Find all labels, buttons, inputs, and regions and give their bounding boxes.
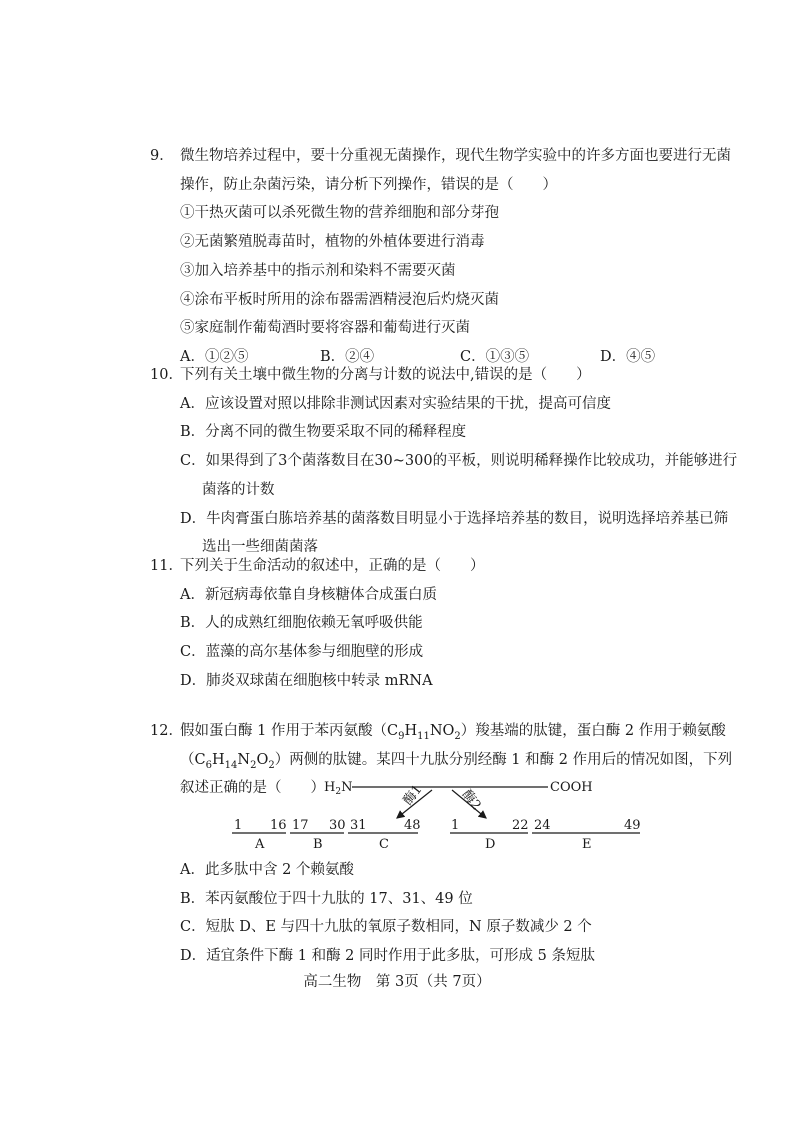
- page-footer: 高二生物 第 3页（共 7页）: [303, 974, 491, 990]
- question-12-options: [150, 856, 740, 971]
- fragment-number: 1: [451, 818, 460, 833]
- question-11-option-d: D．肺炎双球菌在细胞核中转录 mRNA: [180, 672, 433, 689]
- question-11-stem: 11．下列关于生命活动的叙述中，正确的是（ ）: [150, 558, 485, 574]
- fragment-a-label: A: [255, 837, 265, 852]
- peptide-diagram-svg: [224, 776, 644, 856]
- fragment-e-label: E: [582, 837, 592, 852]
- question-9-choice-d: D．④⑤: [600, 348, 656, 365]
- question-12-option-b: B．苯丙氨酸位于四十九肽的 17、31、49 位: [180, 890, 473, 907]
- fragment-d-label: D: [485, 837, 496, 852]
- h2n-label: $H_2N$: [324, 780, 353, 797]
- enzyme-2-label: 酶2: [458, 787, 484, 814]
- question-10-option-b: B．分离不同的微生物要采取不同的稀释程度: [180, 424, 467, 441]
- fragment-number: 31: [350, 818, 367, 833]
- question-9-item-3: ③加入培养基中的指示剂和染料不需要灭菌: [180, 262, 456, 279]
- question-9-item-2: ②无菌繁殖脱毒苗时，植物的外植体要进行消毒: [180, 234, 485, 251]
- fragment-b-label: B: [313, 837, 323, 852]
- question-12-option-c: C．短肽 D、E 与四十九肽的氧原子数相同，N 原子数减少 2 个: [180, 919, 592, 936]
- question-10-option-d: D．牛肉膏蛋白胨培养基的菌落数目明显小于选择培养基的数目，说明选择培养基已筛选出一些细菌菌落: [180, 510, 729, 556]
- fragment-number: 1: [234, 818, 243, 833]
- fragment-number: 22: [512, 818, 529, 833]
- question-10-option-c: C．如果得到了3个菌落数目在30~300的平板，则说明稀释操作比较成功，并能够进行菌落的计数: [180, 453, 738, 498]
- question-9-stem: 9． 微生物培养过程中，要十分重视无菌操作，现代生物学实验中的许多方面也要进行无菌操作，防止杂菌污染，请分析下列操作，错误的是（ ）: [150, 148, 731, 193]
- question-10-option-a: A．应该设置对照以排除非测试因素对实验结果的干扰，提高可信度: [180, 395, 611, 412]
- peptide-diagram: [224, 776, 644, 856]
- question-11-option-a: A．新冠病毒依靠自身核糖体合成蛋白质: [180, 586, 437, 603]
- question-12-stem: 12．假如蛋白酶 1 作用于苯丙氨酸$(C_9H_{11}NO_2)$羧基端的肽键，蛋白酶 2 作用于赖氨酸$(C_6H_{14}N_2O_2)$两侧的肽键。某四十九肽分别经酶 1 和酶 2 作用后的情况如图，下列叙述正确的是（ ）: [150, 723, 733, 797]
- question-9-choice-a: A．①②⑤: [180, 348, 249, 365]
- question-9-choice-c: C．①③⑤: [460, 348, 530, 365]
- question-9-item-5: ⑤家庭制作葡萄酒时要将容器和葡萄进行灭菌: [180, 320, 470, 337]
- question-9-item-1: ①干热灭菌可以杀死微生物的营养细胞和部分芽孢: [180, 205, 499, 222]
- question-11-option-b: B．人的成熟红细胞依赖无氧呼吸供能: [180, 615, 423, 632]
- question-10-stem: 10．下列有关土壤中微生物的分离与计数的说法中,错误的是（ ）: [150, 367, 591, 383]
- fragment-number: 30: [329, 818, 346, 833]
- fragment-c-label: C: [379, 837, 389, 852]
- question-11-option-c: C．蓝藻的高尔基体参与细胞壁的形成: [180, 644, 424, 661]
- enzyme-1-label: 酶1: [400, 782, 426, 809]
- fragment-number: 24: [534, 818, 551, 833]
- question-9-item-4: ④涂布平板时所用的涂布器需酒精浸泡后灼烧灭菌: [180, 291, 499, 308]
- fragment-number: 16: [270, 818, 287, 833]
- fragment-number: 17: [292, 818, 309, 833]
- question-12-option-d: D．适宜条件下酶 1 和酶 2 同时作用于此多肽，可形成 5 条短肽: [180, 948, 595, 965]
- question-10: [150, 361, 740, 562]
- question-9: [150, 142, 740, 372]
- question-11: [150, 552, 740, 696]
- fragment-number: 49: [624, 818, 641, 833]
- question-12-option-a: A．此多肽中含 2 个赖氨酸: [180, 862, 354, 878]
- cooh-label: COOH: [550, 780, 593, 795]
- question-9-choice-b: B．②④: [320, 348, 375, 365]
- fragment-number: 48: [404, 818, 421, 833]
